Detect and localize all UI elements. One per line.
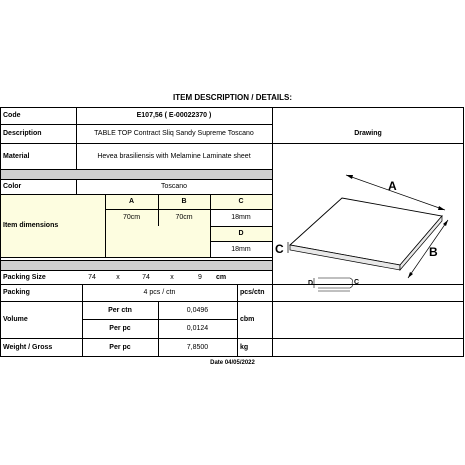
volume-unit: cbm (240, 316, 255, 323)
code-value: E107,56 ( E-00022370 ) (136, 112, 212, 119)
material-label: Material (3, 152, 30, 160)
description-label: Description (3, 130, 42, 137)
color-value: Toscano (160, 183, 188, 190)
packing-size-unit: cm (215, 273, 227, 281)
packing-size-label: Packing Size (3, 273, 46, 281)
dim-header-a: A (128, 198, 135, 205)
material-value: Hevea brasiliensis with Melamine Laminate sheet (97, 152, 251, 160)
label-b: B (429, 245, 438, 259)
volume-per-pc-value: 0,0124 (186, 325, 209, 332)
page-title: ITEM DESCRIPTION / DETAILS: (173, 93, 292, 102)
separator-band (0, 169, 272, 179)
label-a: A (388, 179, 397, 193)
weight-value: 7,8500 (186, 343, 209, 351)
dim-value-c: 18mm (231, 214, 251, 221)
packing-size-height: 9 (198, 273, 202, 281)
dim-value-a: 70cm (122, 214, 141, 221)
dim-value-b: 70cm (175, 214, 193, 221)
table-top-drawing (270, 160, 460, 295)
volume-per-pc-label: Per pc (109, 325, 131, 332)
packing-unit: pcs/ctn (240, 289, 265, 296)
color-label: Color (3, 183, 22, 190)
dim-header-d: D (238, 230, 244, 237)
packing-size-length: 74 (88, 273, 96, 281)
packing-value: 4 pcs / ctn (143, 289, 176, 296)
code-label: Code (3, 112, 21, 119)
dim-header-c: C (238, 198, 244, 205)
description-value: TABLE TOP Contract Sliq Sandy Supreme Toscano (94, 130, 254, 137)
dim-value-d: 18mm (231, 245, 251, 253)
separator-band (0, 260, 272, 270)
volume-per-ctn-label: Per ctn (108, 306, 132, 314)
label-c-profile: C (354, 279, 360, 286)
packing-size-x: x (170, 273, 174, 281)
edge-profile (318, 278, 353, 288)
drawing-label: Drawing (354, 130, 382, 137)
packing-label: Packing (3, 289, 30, 296)
weight-label: Weight / Gross (3, 343, 53, 351)
packing-size-x: x (116, 273, 120, 281)
tabletop-surface (290, 198, 442, 265)
label-d: D (308, 280, 314, 287)
weight-per-pc-label: Per pc (109, 343, 131, 351)
packing-size-width: 74 (142, 273, 150, 281)
volume-per-ctn-value: 0,0496 (186, 306, 209, 314)
volume-label: Volume (3, 316, 28, 323)
dimensions-label: Item dimensions (3, 222, 59, 229)
document-date: Date 04/05/2022 (210, 360, 255, 366)
dim-header-b: B (181, 198, 187, 205)
weight-unit: kg (240, 343, 249, 351)
label-c-left: C (275, 242, 284, 256)
